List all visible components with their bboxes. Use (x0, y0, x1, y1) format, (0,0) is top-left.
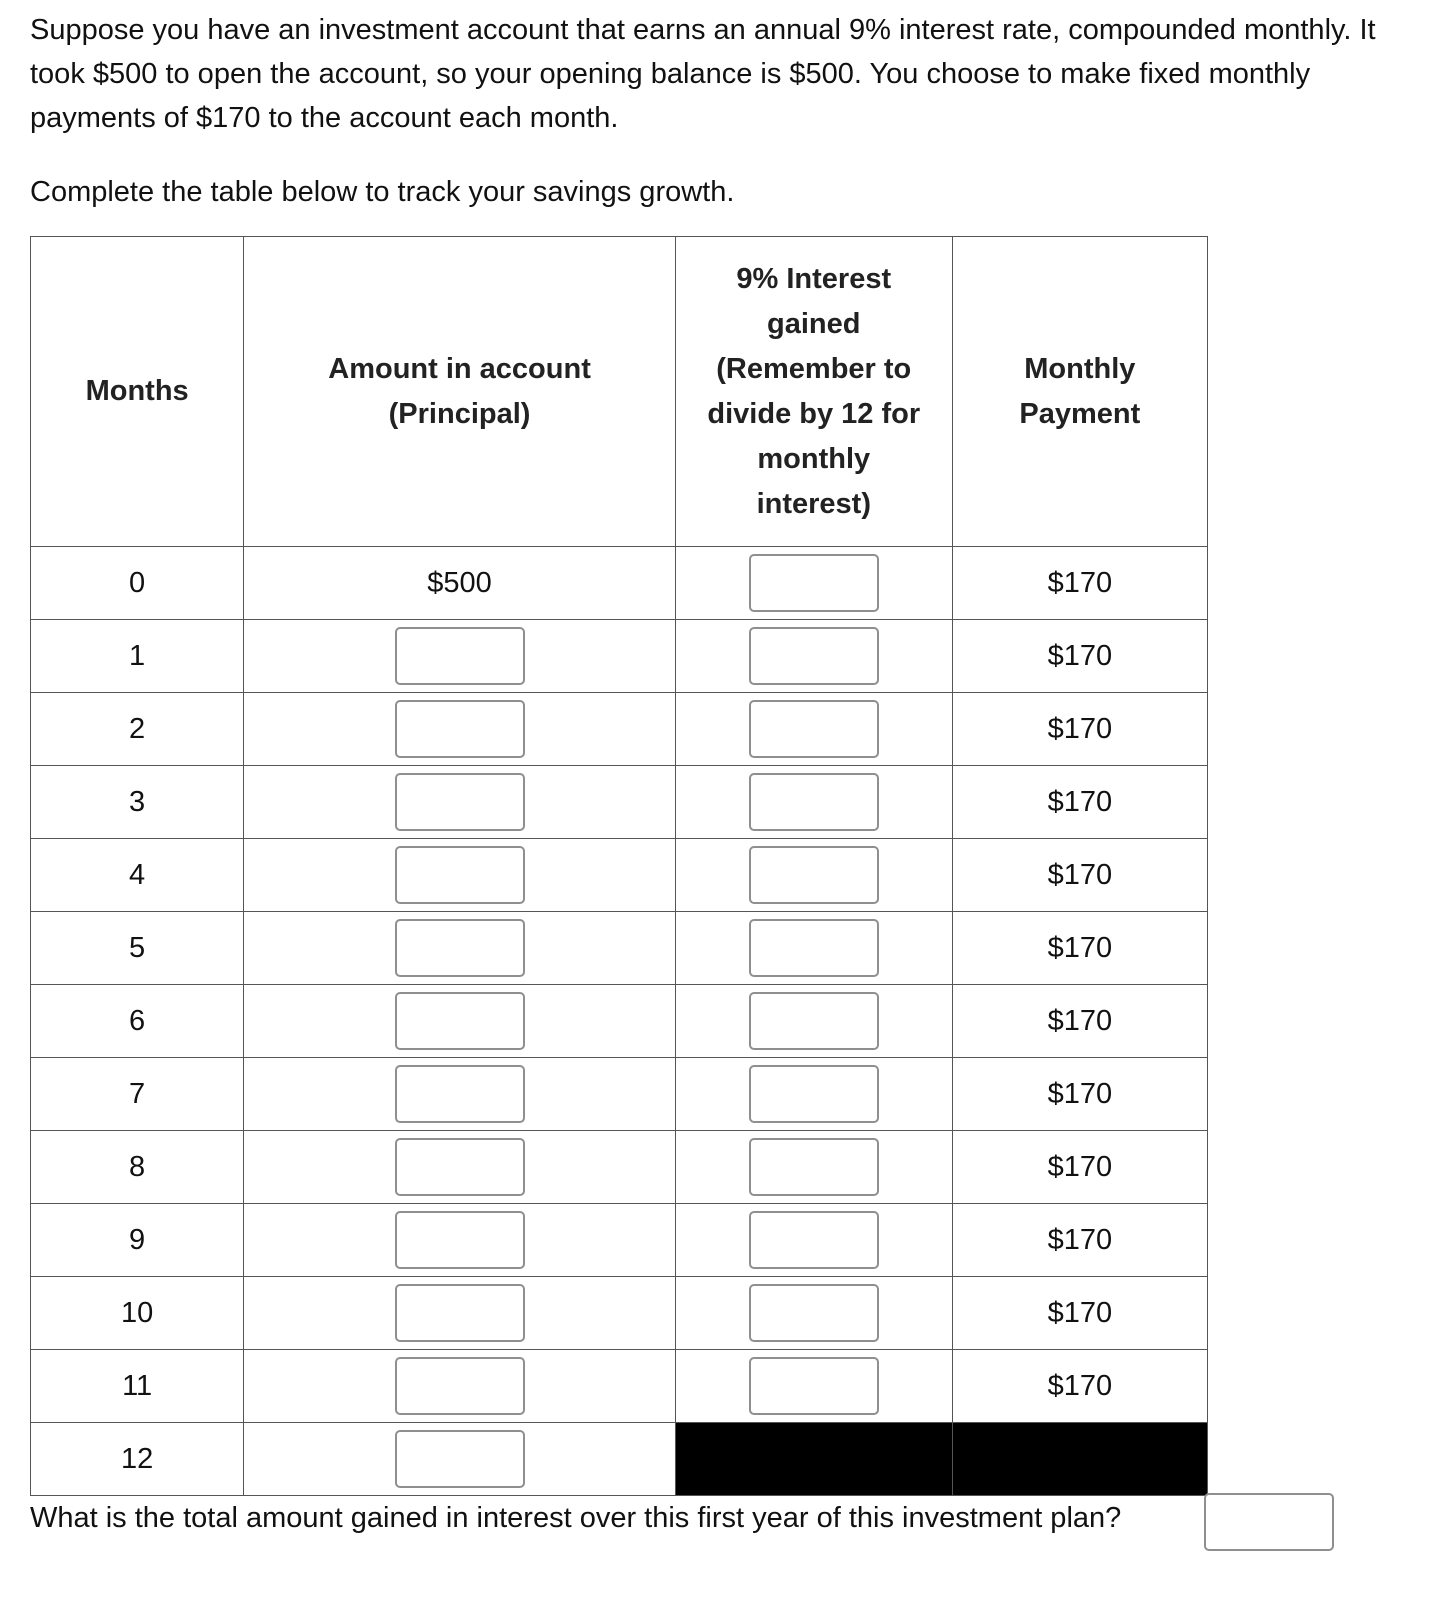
month-cell: 12 (31, 1423, 244, 1496)
principal-cell (244, 839, 676, 912)
principal-answer-input[interactable] (395, 1211, 525, 1269)
payment-cell: $170 (952, 547, 1207, 620)
header-principal-line: (Principal) (388, 397, 531, 430)
header-interest-line: 9% Interest (736, 262, 892, 295)
principal-answer-input[interactable] (395, 627, 525, 685)
header-payment-line: Payment (1019, 397, 1141, 430)
interest-cell (675, 1058, 952, 1131)
header-payment (952, 237, 1207, 547)
principal-answer-input[interactable] (395, 700, 525, 758)
interest-answer-input[interactable] (749, 1138, 879, 1196)
table-row (31, 1058, 1208, 1131)
interest-cell (675, 839, 952, 912)
month-cell: 9 (31, 1204, 244, 1277)
table-row (31, 1350, 1208, 1423)
table-row (31, 985, 1208, 1058)
table-row (31, 839, 1208, 912)
month-cell: 6 (31, 985, 244, 1058)
month-cell: 1 (31, 620, 244, 693)
interest-cell (675, 1131, 952, 1204)
table-instruction: Complete the table below to track your savings growth. (30, 176, 735, 208)
interest-answer-input[interactable] (749, 992, 879, 1050)
principal-answer-input[interactable] (395, 1065, 525, 1123)
table-row (31, 547, 1208, 620)
interest-cell (675, 1204, 952, 1277)
table-row (31, 1277, 1208, 1350)
interest-cell (675, 912, 952, 985)
principal-cell (244, 1058, 676, 1131)
interest-cell (675, 1277, 952, 1350)
principal-cell (244, 766, 676, 839)
month-cell: 7 (31, 1058, 244, 1131)
principal-answer-input[interactable] (395, 1430, 525, 1488)
month-cell: 3 (31, 766, 244, 839)
principal-cell (244, 912, 676, 985)
interest-answer-input[interactable] (749, 700, 879, 758)
payment-cell: $170 (952, 1131, 1207, 1204)
table-header-row (31, 237, 1208, 547)
payment-cell: $170 (952, 1277, 1207, 1350)
interest-cell (675, 620, 952, 693)
month-cell: 11 (31, 1350, 244, 1423)
payment-cell: $170 (952, 985, 1207, 1058)
principal-cell (244, 1204, 676, 1277)
interest-answer-input[interactable] (749, 1211, 879, 1269)
month-cell: 10 (31, 1277, 244, 1350)
payment-cell: $170 (952, 1058, 1207, 1131)
problem-intro: Suppose you have an investment account that earns an annual 9% interest rate, compounded monthly. It took $500 to open the account, so your opening balance is $500. You choose to make fixed monthly payments of $170 to the account each month. (30, 14, 1376, 134)
payment-cell: $170 (952, 620, 1207, 693)
interest-cell-blocked (675, 1423, 952, 1496)
total-interest-answer-input[interactable] (1204, 1493, 1334, 1551)
interest-answer-input[interactable] (749, 846, 879, 904)
interest-answer-input[interactable] (749, 1284, 879, 1342)
interest-cell (675, 766, 952, 839)
header-payment-line: Monthly (1024, 352, 1136, 385)
principal-cell (244, 1423, 676, 1496)
interest-cell (675, 693, 952, 766)
header-interest-line: monthly (757, 442, 871, 475)
table-row (31, 766, 1208, 839)
principal-cell (244, 1277, 676, 1350)
interest-answer-input[interactable] (749, 554, 879, 612)
header-interest (675, 237, 952, 547)
header-principal-line: Amount in account (328, 352, 591, 385)
principal-answer-input[interactable] (395, 773, 525, 831)
header-months-label: Months (85, 375, 189, 407)
table-row (31, 620, 1208, 693)
interest-answer-input[interactable] (749, 773, 879, 831)
principal-cell (244, 985, 676, 1058)
table-row (31, 1131, 1208, 1204)
month-cell: 5 (31, 912, 244, 985)
total-interest-question: What is the total amount gained in interest over this first year of this investment plan? (30, 1502, 1122, 1534)
payment-cell: $170 (952, 1350, 1207, 1423)
principal-answer-input[interactable] (395, 1138, 525, 1196)
interest-cell (675, 985, 952, 1058)
payment-cell: $170 (952, 693, 1207, 766)
principal-answer-input[interactable] (395, 1357, 525, 1415)
payment-cell: $170 (952, 912, 1207, 985)
principal-answer-input[interactable] (395, 1284, 525, 1342)
principal-cell (244, 1131, 676, 1204)
payment-cell: $170 (952, 839, 1207, 912)
principal-cell (244, 693, 676, 766)
table-row (31, 912, 1208, 985)
payment-cell: $170 (952, 1204, 1207, 1277)
month-cell: 0 (31, 547, 244, 620)
principal-answer-input[interactable] (395, 846, 525, 904)
table-row (31, 693, 1208, 766)
header-months (31, 237, 244, 547)
principal-answer-input[interactable] (395, 919, 525, 977)
month-cell: 4 (31, 839, 244, 912)
principal-cell (244, 620, 676, 693)
header-interest-line: (Remember to (716, 352, 912, 385)
interest-answer-input[interactable] (749, 1357, 879, 1415)
header-principal (244, 237, 676, 547)
month-cell: 8 (31, 1131, 244, 1204)
interest-cell (675, 1350, 952, 1423)
interest-answer-input[interactable] (749, 627, 879, 685)
principal-cell (244, 1350, 676, 1423)
interest-answer-input[interactable] (749, 919, 879, 977)
month-cell: 2 (31, 693, 244, 766)
interest-answer-input[interactable] (749, 1065, 879, 1123)
interest-cell (675, 547, 952, 620)
header-interest-line: interest) (756, 487, 871, 520)
payment-cell: $170 (952, 766, 1207, 839)
principal-answer-input[interactable] (395, 992, 525, 1050)
header-interest-line: gained (767, 307, 861, 340)
savings-table (30, 236, 1208, 1496)
payment-cell-blocked (952, 1423, 1207, 1496)
principal-cell: $500 (244, 547, 676, 620)
header-interest-line: divide by 12 for (707, 397, 921, 430)
table-row (31, 1204, 1208, 1277)
table-row (31, 1423, 1208, 1496)
